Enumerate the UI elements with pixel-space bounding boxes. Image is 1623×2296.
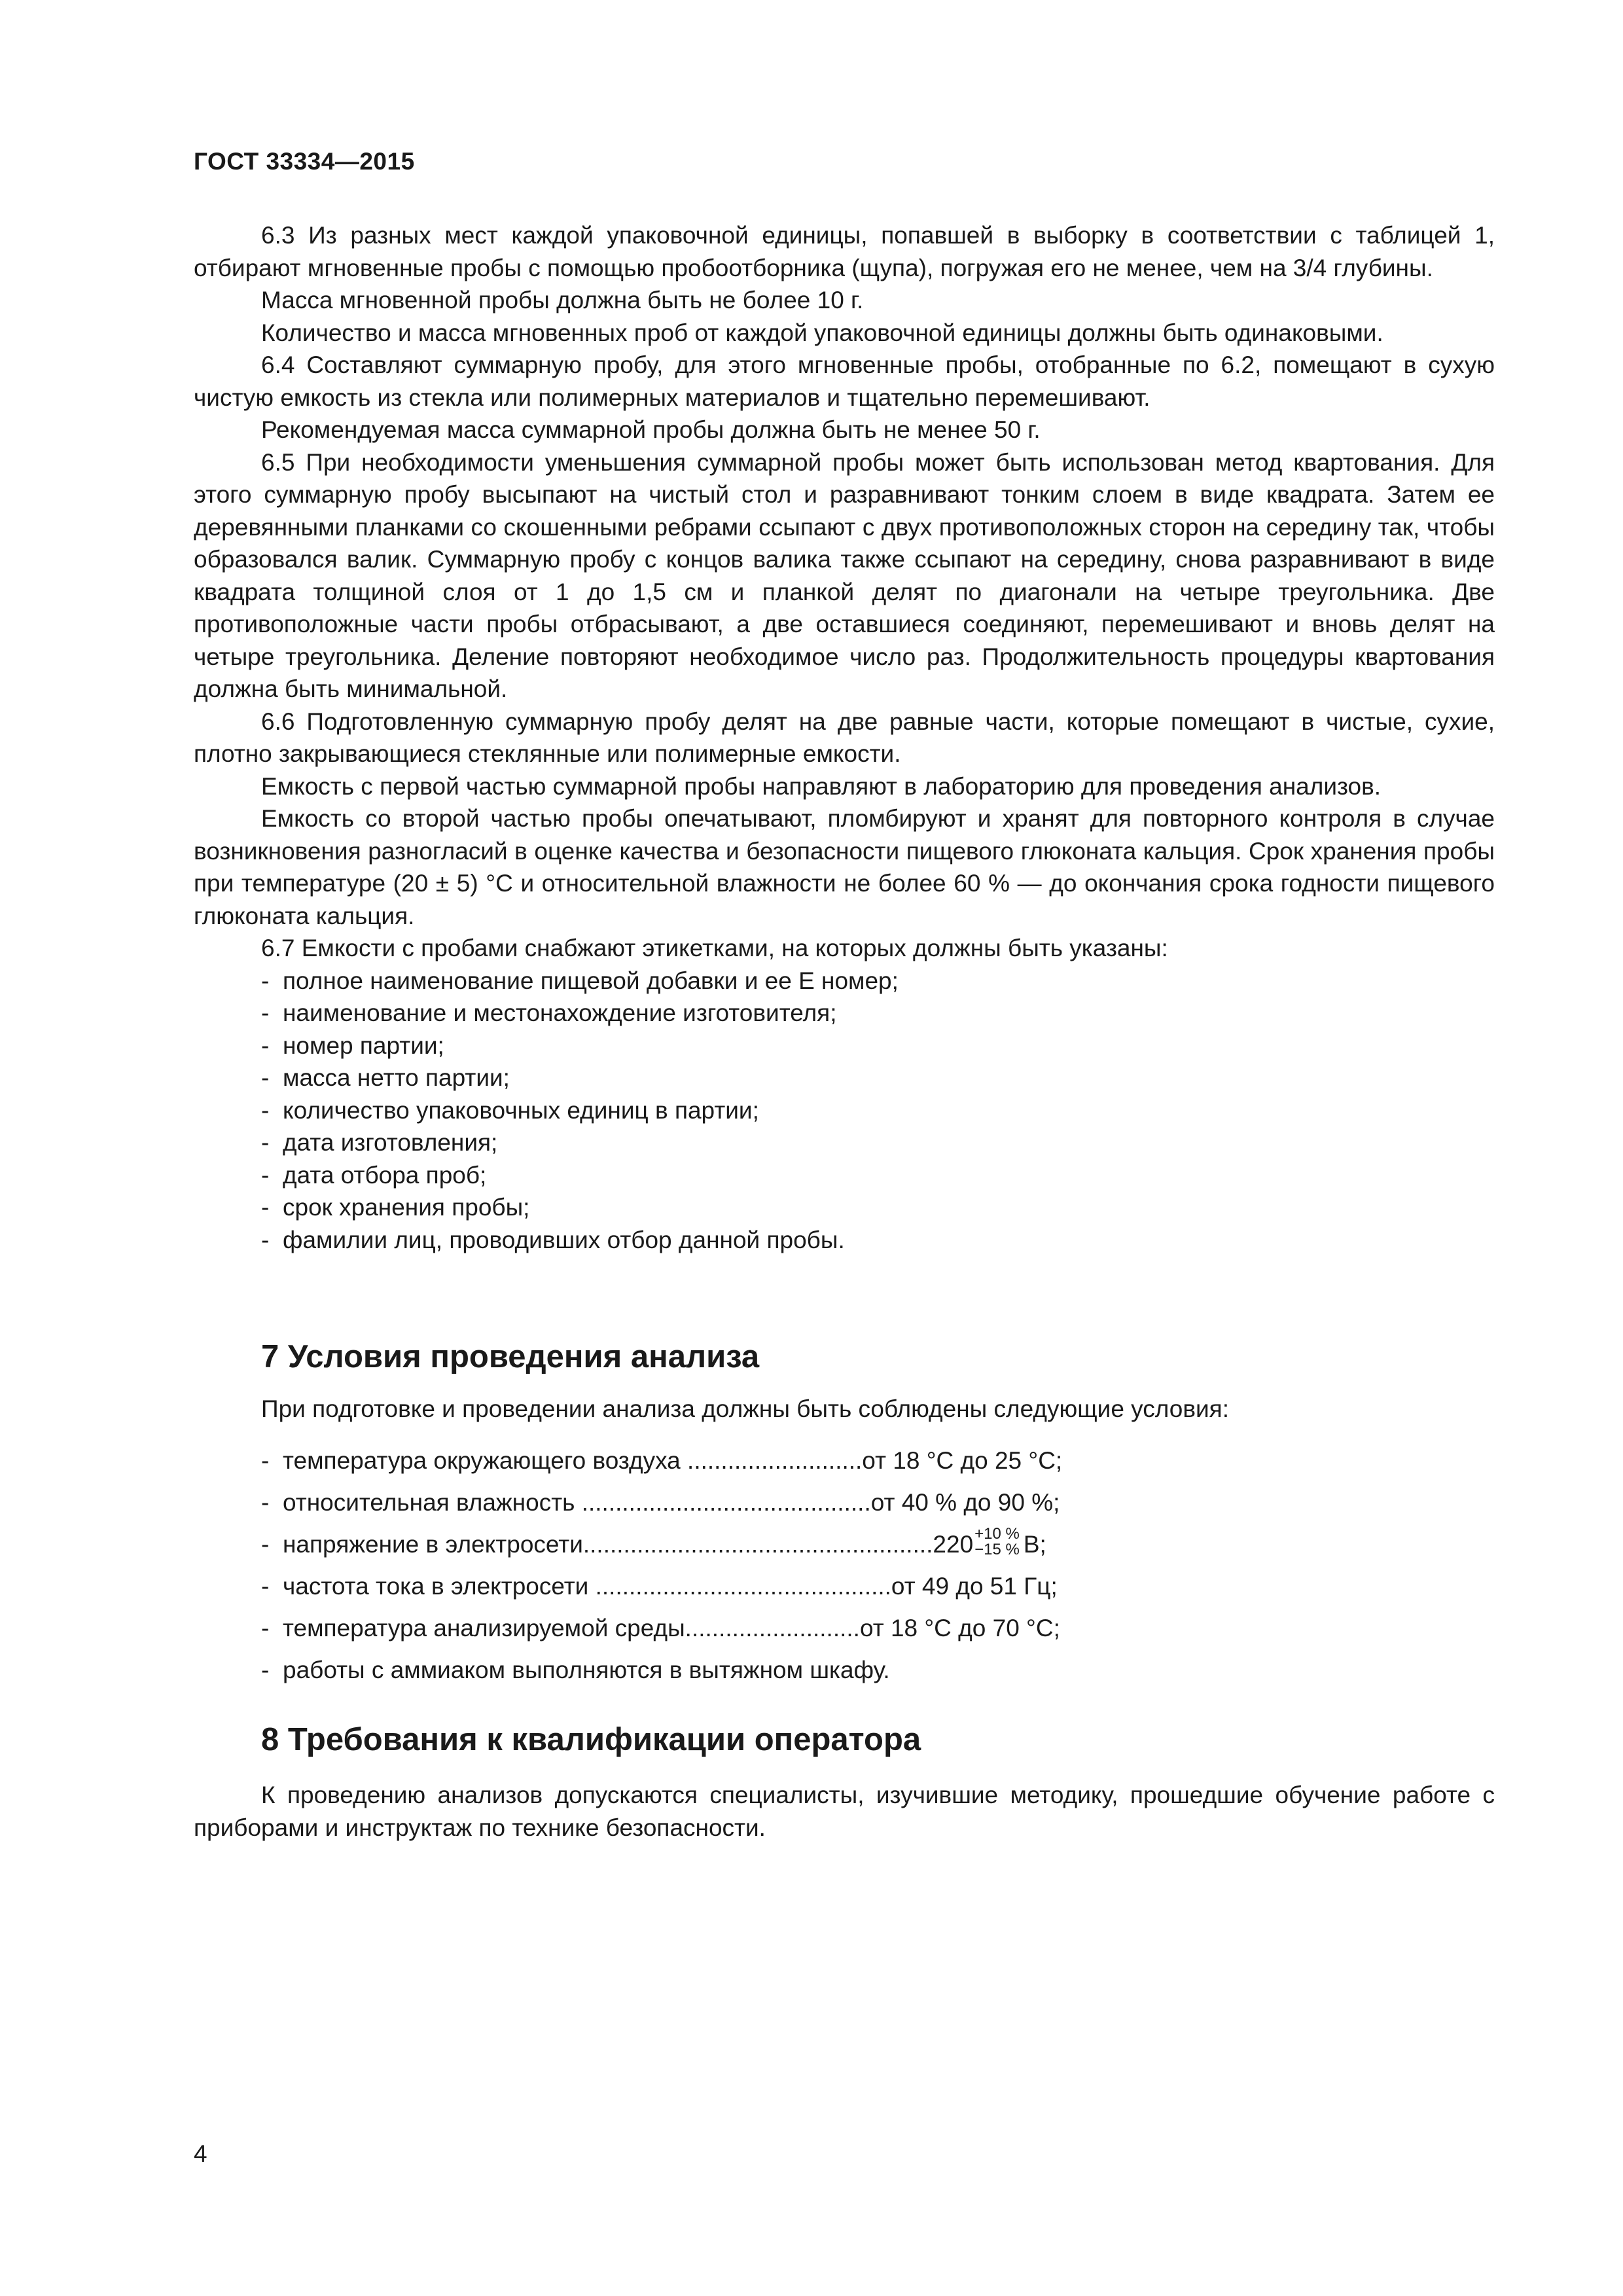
list-item: - дата изготовления;	[194, 1126, 1495, 1159]
document-standard-id: ГОСТ 33334—2015	[194, 148, 415, 175]
list-item: - наименование и местонахождение изготовителя;	[194, 997, 1495, 1030]
paragraph-6-6: 6.6 Подготовленную суммарную пробу делят на две равные части, которые помещают в чистые, сухие, плотно закрывающиеся стеклянные или полимерные емкости.	[194, 708, 1495, 767]
condition-item	[194, 1440, 1241, 1482]
list-item: - дата отбора проб;	[194, 1159, 1495, 1192]
list-item: - полное наименование пищевой добавки и ее Е номер;	[194, 965, 1495, 997]
list-item: - срок хранения пробы;	[194, 1191, 1495, 1224]
page-number: 4	[194, 2140, 207, 2167]
section-7-title: 7 Условия проведения анализа	[261, 1339, 760, 1374]
tolerance-upper: +10 %	[974, 1525, 1020, 1543]
paragraph-6-3-uniform: Количество и масса мгновенных проб от каждой упаковочной единицы должны быть одинаковыми.	[261, 319, 1383, 346]
condition-item	[194, 1524, 1241, 1566]
conditions-list	[194, 1440, 1241, 1691]
list-item: - номер партии;	[194, 1030, 1495, 1062]
paragraph-6-4-mass: Рекомендуемая масса суммарной пробы должна быть не менее 50 г.	[261, 416, 1041, 443]
condition-text: температура окружающего воздуха ..........................от 18 °С до 25 °С;	[283, 1447, 1063, 1474]
condition-text: напряжение в электросети....................................................220	[283, 1531, 974, 1558]
condition-text: частота тока в электросети ............................................от 49 до 51 Гц;	[283, 1573, 1058, 1600]
label-items-list	[194, 965, 1495, 1257]
paragraph-6-3-mass: Масса мгновенной пробы должна быть не более 10 г.	[261, 287, 864, 314]
list-item: - фамилии лиц, проводивших отбор данной пробы.	[194, 1224, 1495, 1257]
condition-text: температура анализируемой среды..........................от 18 °С до 70 °С;	[283, 1615, 1060, 1641]
list-item: - масса нетто партии;	[194, 1062, 1495, 1094]
condition-item	[194, 1607, 1241, 1649]
section-7-intro: При подготовке и проведении анализа должны быть соблюдены следующие условия:	[261, 1395, 1229, 1422]
voltage-unit: В;	[1023, 1531, 1046, 1558]
paragraph-6-4: 6.4 Составляют суммарную пробу, для этого мгновенные пробы, отобранные по 6.2, помещают в сухую чистую емкость из стекла или полимерных материалов и тщательно перемешивают.	[194, 351, 1495, 411]
condition-item	[194, 1566, 1241, 1607]
condition-text: работы с аммиаком выполняются в вытяжном шкафу.	[283, 1657, 890, 1683]
tolerance-lower: −15 %	[974, 1541, 1020, 1559]
paragraph-6-6-lab: Емкость с первой частью суммарной пробы направляют в лабораторию для проведения анализов.	[261, 772, 1382, 800]
section-8-title: 8 Требования к квалификации оператора	[261, 1722, 921, 1757]
paragraph-6-6-storage: Емкость со второй частью пробы опечатывают, пломбируют и хранят для повторного контроля в случае возникновения разногласий в оценке качества и безопасности пищевого глюконата кальция. Срок хранения пробы при температуре (20 ± 5) °С и относительной влажности не более 60 % — до окончания срока годности пищевого глюконата кальция.	[194, 805, 1495, 929]
section-6-body	[194, 219, 1495, 1256]
condition-item	[194, 1482, 1241, 1524]
section-8-body: К проведению анализов допускаются специалисты, изучившие методику, прошедшие обучение работе с приборами и инструктаж по технике безопасности.	[194, 1782, 1495, 1841]
paragraph-6-3: 6.3 Из разных мест каждой упаковочной единицы, попавшей в выборку в соответствии с таблицей 1, отбирают мгновенные пробы с помощью пробоотборника (щупа), погружая его не менее, чем на 3/4 глубины.	[194, 222, 1495, 281]
condition-item	[194, 1649, 1241, 1691]
paragraph-6-5: 6.5 При необходимости уменьшения суммарной пробы может быть использован метод квартования. Для этого суммарную пробу высыпают на чистый стол и разравнивают тонким слоем в виде квадрата. Затем ее деревянными планками со скошенными ребрами ссыпают с двух противоположных сторон на середину так, чтобы образовался валик. Суммарную пробу с концов валика также ссыпают на середину, снова разравнивают в виде квадрата толщиной слоя от 1 до 1,5 см и планкой делят по диагонали на четыре треугольника. Две противоположные части пробы отбрасывают, а две оставшиеся соединяют, перемешивают и вновь делят на четыре треугольника. Деление повторяют необходимое число раз. Продолжительность процедуры квартования должна быть минимальной.	[194, 448, 1495, 702]
list-item: - количество упаковочных единиц в партии;	[194, 1094, 1495, 1127]
condition-text: относительная влажность ...........................................от 40 % до 90 %;	[283, 1489, 1060, 1516]
voltage-tolerance	[974, 1526, 1020, 1558]
paragraph-6-7: 6.7 Емкости с пробами снабжают этикетками, на которых должны быть указаны:	[261, 935, 1168, 961]
